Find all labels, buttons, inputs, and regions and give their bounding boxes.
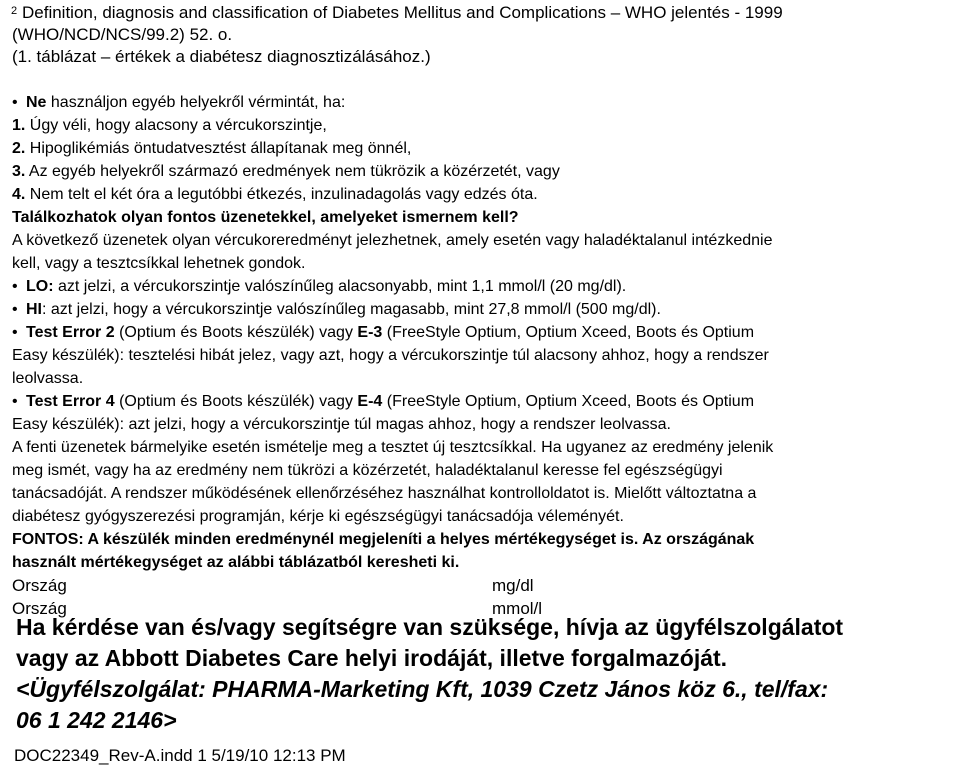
lo-message: • LO: azt jelzi, a vércukorszintje valószínűleg alacsonyabb, mint 1,1 mmol/l (20 mg/dl). xyxy=(12,278,627,295)
test-error-2-code: Test Error 2 xyxy=(26,324,115,341)
other-sites-item-1: 1. Úgy véli, hogy alacsony a vércukorszintje, xyxy=(12,117,327,134)
repeat-line-1: A fenti üzenetek bármelyike esetén ismételje meg a tesztet új tesztcsíkkal. Ha ugyanez az eredmény jelenik xyxy=(12,439,774,456)
test-error-4-code: Test Error 4 xyxy=(26,393,115,410)
fontos-line-2: használt mértékegységet az alábbi táblázatból keresheti ki. xyxy=(12,554,460,571)
hi-message: • HI: azt jelzi, hogy a vércukorszintje valószínűleg magasabb, mint 27,8 mmol/l (500 mg/dl). xyxy=(12,301,661,318)
footnote-line-2: (WHO/NCD/NCS/99.2) 52. o. xyxy=(12,25,233,44)
e3-code: E-3 xyxy=(357,324,383,341)
ne-word: Ne xyxy=(26,94,47,111)
units-row-2-country: Ország xyxy=(12,599,67,618)
messages-intro-line-2: kell, vagy a tesztcsíkkal lehetnek gondok. xyxy=(12,255,306,272)
test-error-4-line-2: Easy készülék): azt jelzi, hogy a vércukorszintje túl magas ahhoz, hogy a rendszer leolvassa. xyxy=(12,416,671,433)
contact-line-1: Ha kérdése van és/vagy segítségre van szüksége, hívja az ügyfélszolgálatot xyxy=(16,614,844,640)
repeat-line-3: tanácsadóját. A rendszer működésének ellenőrzéséhez használhat kontrolloldatot is. Mielőtt változtatna a xyxy=(12,485,757,502)
test-error-4-line-1: • Test Error 4 (Optium és Boots készülék) vagy E-4 (FreeStyle Optium, Optium Xceed, Boots és Optium xyxy=(12,393,755,410)
units-row-1-unit: mg/dl xyxy=(492,576,534,595)
contact-line-3: <Ügyfélszolgálat: PHARMA-Marketing Kft, 1039 Czetz János köz 6., tel/fax: xyxy=(16,676,829,702)
messages-intro-line-1: A következő üzenetek olyan vércukoreredményt jelezhetnek, amely esetén vagy haladéktalanul intézkednie xyxy=(12,232,773,249)
contact-line-2: vagy az Abbott Diabetes Care helyi irodáját, illetve forgalmazóját. xyxy=(16,645,728,671)
other-sites-item-3: 3. Az egyéb helyekről származó eredmények nem tükrözik a közérzetét, vagy xyxy=(12,163,560,180)
footnote-number: 2 xyxy=(11,5,18,17)
footer-file-info: DOC22349_Rev-A.indd 1 5/19/10 12:13 PM xyxy=(14,746,346,765)
other-sites-item-2: 2. Hipoglikémiás öntudatvesztést állapítanak meg önnél, xyxy=(12,140,412,157)
test-error-2-line-3: leolvassa. xyxy=(12,370,84,387)
bullet: • xyxy=(12,94,18,111)
test-error-2-line-2: Easy készülék): tesztelési hibát jelez, vagy azt, hogy a vércukorszintje túl alacsony ahhoz, hogy a rendszer xyxy=(12,347,769,364)
fontos-line-1: FONTOS: A készülék minden eredménynél megjeleníti a helyes mértékegységet is. Az országának xyxy=(12,531,755,548)
test-error-2-line-1: • Test Error 2 (Optium és Boots készülék) vagy E-3 (FreeStyle Optium, Optium Xceed, Boots és Optium xyxy=(12,324,755,341)
units-row-1-country: Ország xyxy=(12,576,67,595)
footnote-line-3: (1. táblázat – értékek a diabétesz diagnosztizálásához.) xyxy=(12,47,431,66)
e4-code: E-4 xyxy=(357,393,383,410)
repeat-line-2: meg ismét, vagy ha az eredmény nem tükrözi a közérzetét, haladéktalanul keresse fel egészségügyi xyxy=(12,462,723,479)
repeat-line-4: diabétesz gyógyszerezési programján, kérje ki egészségügyi tanácsadója véleményét. xyxy=(12,508,624,525)
lo-code: LO: xyxy=(26,278,54,295)
other-sites-item-4: 4. Nem telt el két óra a legutóbbi étkezés, inzulinadagolás vagy edzés óta. xyxy=(12,186,538,203)
messages-heading: Találkozhatok olyan fontos üzenetekkel, amelyeket ismernem kell? xyxy=(12,209,519,226)
contact-line-4: 06 1 242 2146> xyxy=(16,707,177,733)
hi-code: HI xyxy=(26,301,42,318)
other-sites-intro: • Ne használjon egyéb helyekről vérmintát, ha: xyxy=(12,92,345,114)
units-row-2-unit: mmol/l xyxy=(492,599,543,618)
footnote-line-1: 2 Definition, diagnosis and classification of Diabetes Mellitus and Complications – WHO jelentés - 1999 xyxy=(22,2,783,24)
